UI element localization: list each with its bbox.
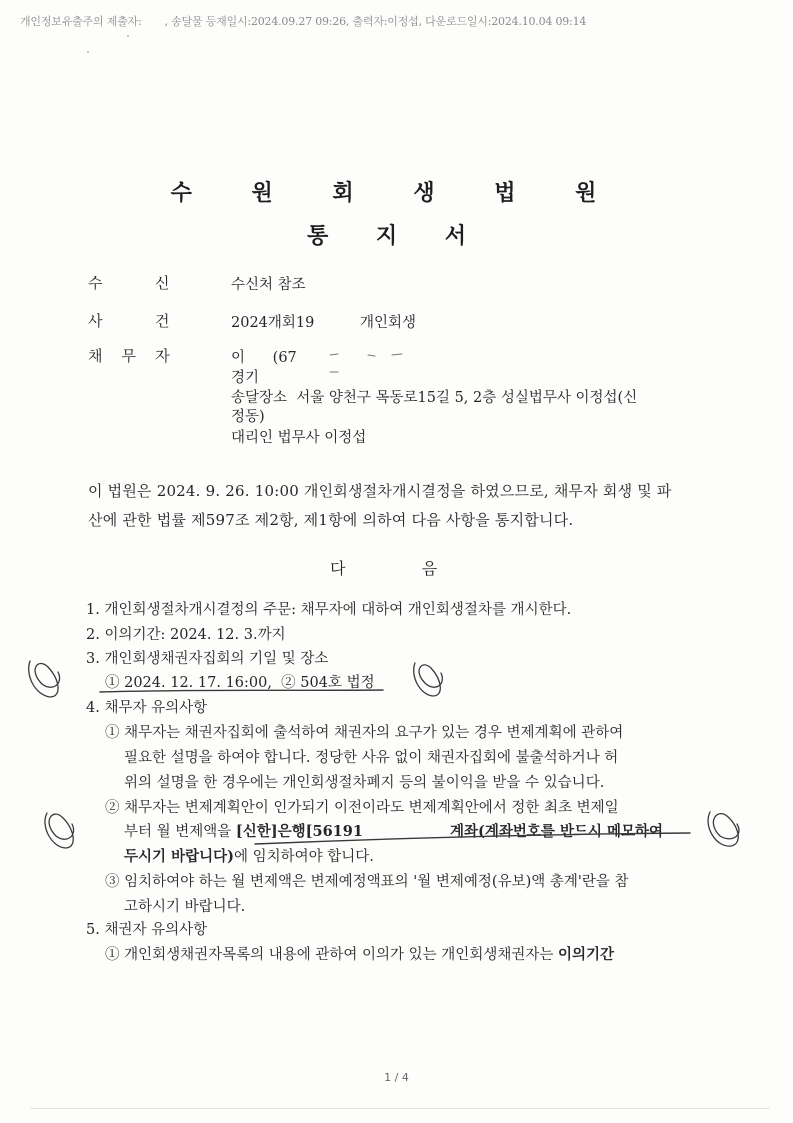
item-4-1-line-2: 필요한 설명을 하여야 합니다. 정당한 사유 없이 채권자집회에 불출석하거나 허	[124, 750, 619, 766]
page-number: 1 / 4	[384, 1071, 409, 1084]
item-5-1-text: ① 개인회생채권자목록의 내용에 관하여 이의가 있는 개인회생채권자는	[105, 947, 558, 963]
item-3: 3. 개인회생채권자집회의 기일 및 장소	[86, 651, 329, 667]
scribble-mark	[29, 661, 60, 697]
item-5: 5. 채권자 유의사항	[86, 922, 208, 938]
case-number: 2024개회19	[231, 315, 315, 331]
item-4-2-line-2-prefix: 부터 월 변제액을	[124, 824, 236, 840]
item-1: 1. 개인회생절차개시결정의 주문: 채무자에 대하여 개인회생절차를 개시한다.	[86, 602, 572, 618]
debtor-label: 채 무 자	[88, 347, 170, 365]
service-place: 송달장소 서울 양천구 목동로15길 5, 2층 성실법무사 이정섭(신	[231, 390, 638, 406]
service-place-continued: 정동)	[231, 409, 265, 425]
account-memo-note: 두시기 바랍니다)	[124, 848, 234, 865]
deposit-instruction: 에 임치하여야 합니다.	[233, 849, 374, 865]
item-4-1-line-1: ① 채무자는 채권자집회에 출석하여 채권자의 요구가 있는 경우 변제계획에 관하여	[105, 725, 624, 741]
notice-heading: 다 음	[330, 559, 438, 578]
handwritten-underline	[100, 690, 383, 692]
recipient-label: 수 신	[88, 274, 170, 292]
item-4-3-line-1: ③ 임치하여야 하는 월 변제액은 변제예정액표의 '월 변제예정(유보)액 총계'란을 참	[105, 874, 629, 890]
debtor-name: 이 (67	[231, 350, 297, 366]
case-type: 개인회생	[360, 315, 417, 331]
agent: 대리인 법무사 이정섭	[231, 430, 367, 446]
recipient-value: 수신처 참조	[231, 277, 306, 293]
intro-line-1: 이 법원은 2024. 9. 26. 10:00 개인회생절차개시결정을 하였으므로, 채무자 회생 및 파	[88, 482, 672, 500]
document-title: 통 지 서	[306, 223, 487, 249]
item-4-1-line-3: 위의 설명을 한 경우에는 개인회생절차폐지 등의 불이익을 받을 수 있습니다.	[124, 775, 605, 791]
handwritten-underline	[255, 833, 690, 844]
case-label: 사 건	[88, 312, 170, 330]
intro-line-2: 산에 관한 법률 제597조 제2항, 제1항에 의하여 다음 사항을 통지합니다.	[88, 511, 574, 529]
scribble-mark	[45, 813, 74, 848]
item-3-detail: ① 2024. 12. 17. 16:00, ② 504호 법정	[105, 675, 375, 691]
item-4-2-line-1: ② 채무자는 변제계획안이 인가되기 이전이라도 변제계획안에서 정한 최초 변제일	[105, 800, 619, 816]
redaction-mark	[330, 354, 402, 356]
objection-period-emphasis: 이의기간	[557, 946, 614, 963]
scribble-mark	[414, 663, 443, 696]
item-2: 2. 이의기간: 2024. 12. 3.까지	[86, 627, 286, 643]
item-4-3-line-2: 고하시기 바랍니다.	[124, 899, 246, 915]
download-info-header: 개인정보유출주의 제출자: , 송달물 등재일시:2024.09.27 09:26, 출력자:이정섭, 다운로드일시:2024.10.04 09:14	[20, 15, 587, 28]
scan-dot	[127, 35, 129, 37]
scribble-mark	[708, 812, 739, 846]
bank-account-note: 계좌(계좌번호를 반드시 메모하여	[450, 823, 664, 840]
debtor-address: 경기	[231, 370, 260, 386]
court-name: 수 원 회 생 법 원	[170, 180, 623, 206]
bank-account-start: [신한]은행[56191	[235, 823, 363, 840]
scan-dot	[87, 51, 89, 53]
item-4: 4. 채무자 유의사항	[86, 700, 208, 716]
page-bottom-rule	[30, 1108, 770, 1109]
